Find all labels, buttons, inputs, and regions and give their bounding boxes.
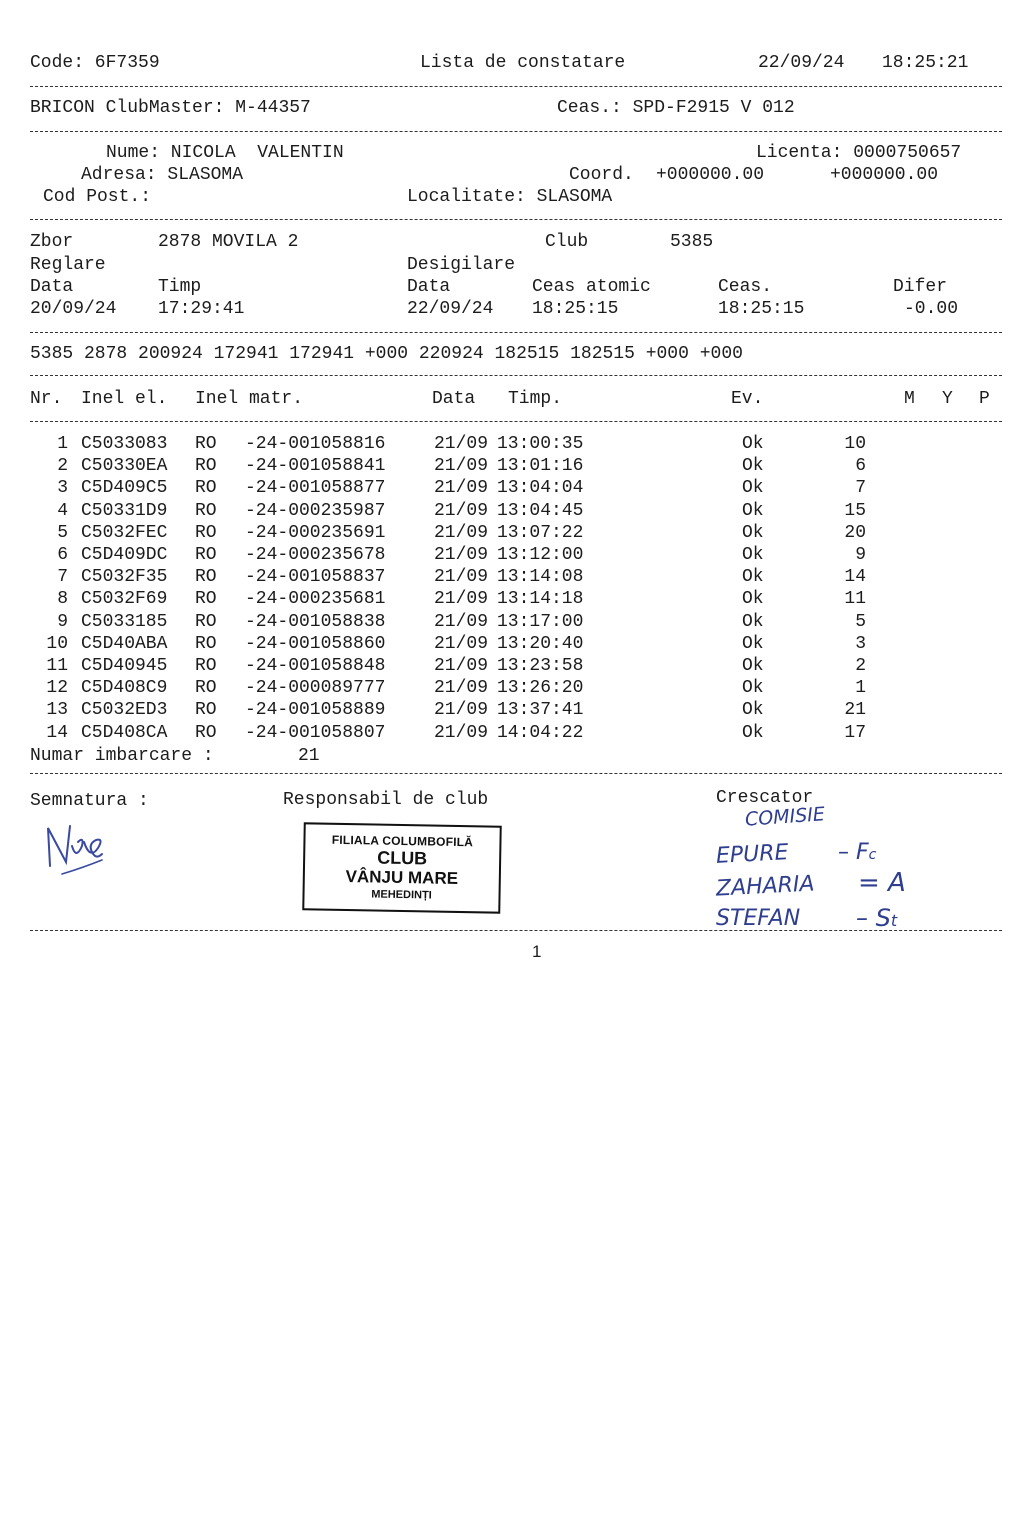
table-row	[0, 477, 1024, 499]
country-code: RO	[195, 611, 217, 632]
electronic-ring: C5D409DC	[81, 545, 168, 565]
stamp-line-2: CLUB	[377, 847, 428, 869]
order-value: 14	[844, 567, 866, 588]
arrival-time: 13:12:00	[497, 545, 584, 565]
electronic-ring: C5032F69	[81, 589, 168, 610]
coord-value-1: +000000.00	[656, 165, 765, 185]
electronic-ring: C5032ED3	[81, 700, 168, 721]
ring-number: -24-000235681	[245, 589, 386, 610]
flight-label: Zbor	[30, 232, 74, 252]
country-code: RO	[195, 500, 217, 521]
clock-header: Ceas.	[718, 277, 773, 297]
stamp-line-1: FILIALA COLUMBOFILĂ	[331, 832, 474, 850]
separator	[30, 930, 1002, 931]
electronic-ring: C5033185	[81, 611, 168, 632]
arrival-date: 21/09	[434, 500, 489, 521]
clubmaster-id: BRICON ClubMaster: M-44357	[30, 98, 311, 118]
electronic-ring: C5D409C5	[81, 478, 168, 499]
event-status: Ok	[742, 478, 764, 499]
table-row	[0, 455, 1024, 477]
event-status: Ok	[742, 500, 764, 521]
event-status: Ok	[742, 589, 764, 610]
table-row	[0, 566, 1024, 588]
row-number: 5	[57, 522, 68, 543]
separator	[30, 375, 1002, 376]
row-number: 4	[57, 500, 68, 521]
table-row	[0, 699, 1024, 721]
ring-number: -24-000235678	[245, 545, 386, 565]
boarding-count-label: Numar imbarcare :	[30, 746, 214, 766]
row-number: 10	[46, 633, 68, 654]
order-value: 2	[855, 656, 866, 676]
arrival-time: 13:01:16	[497, 456, 584, 477]
event-status: Ok	[742, 611, 764, 632]
reglare-date-header: Data	[30, 277, 74, 297]
country-code: RO	[195, 678, 217, 699]
country-code: RO	[195, 478, 217, 499]
arrival-time: 13:17:00	[497, 611, 584, 632]
ring-number: -24-001058848	[245, 656, 386, 676]
arrival-time: 13:07:22	[497, 522, 584, 543]
desigilare-label: Desigilare	[407, 255, 516, 275]
arrival-time: 13:04:04	[497, 478, 584, 499]
separator	[30, 421, 1002, 422]
table-row	[0, 522, 1024, 544]
col-header-data: Data	[432, 389, 476, 409]
order-value: 15	[844, 500, 866, 521]
separator	[30, 86, 1002, 87]
atomic-clock-value: 18:25:15	[532, 299, 619, 319]
arrival-time: 13:14:18	[497, 589, 584, 610]
col-header-y: Y	[942, 389, 953, 409]
electronic-ring: C5D40ABA	[81, 633, 168, 654]
doc-date: 22/09/24	[758, 53, 845, 73]
doc-time: 18:25:21	[882, 53, 969, 73]
separator	[30, 773, 1002, 774]
event-status: Ok	[742, 633, 764, 654]
row-number: 13	[46, 700, 68, 721]
col-header-p: P	[979, 389, 990, 409]
reglare-time: 17:29:41	[158, 299, 245, 319]
arrival-date: 21/09	[434, 611, 489, 632]
table-row	[0, 655, 1024, 677]
country-code: RO	[195, 589, 217, 610]
arrival-date: 21/09	[434, 678, 489, 699]
ring-number: -24-001058841	[245, 456, 386, 477]
row-number: 6	[57, 545, 68, 565]
reglare-label: Reglare	[30, 255, 106, 275]
event-status: Ok	[742, 722, 764, 743]
col-header-nr: Nr.	[30, 389, 63, 409]
breeder-label: Crescator	[716, 788, 814, 808]
club-responsible-label: Responsabil de club	[283, 790, 489, 810]
table-row	[0, 611, 1024, 633]
order-value: 17	[844, 722, 866, 743]
col-header-inel-el: Inel el.	[81, 389, 168, 409]
row-number: 3	[57, 478, 68, 499]
order-value: 11	[844, 589, 866, 610]
country-code: RO	[195, 656, 217, 676]
order-value: 5	[855, 611, 866, 632]
arrival-date: 21/09	[434, 434, 489, 454]
arrival-date: 21/09	[434, 656, 489, 676]
reglare-date: 20/09/24	[30, 299, 117, 319]
table-row	[0, 677, 1024, 699]
row-number: 2	[57, 456, 68, 477]
ring-number: -24-000089777	[245, 678, 386, 699]
coord-value-2: +000000.00	[830, 165, 939, 185]
electronic-ring: C5032F35	[81, 567, 168, 588]
electronic-ring: C5033083	[81, 434, 168, 454]
clock-value: 18:25:15	[718, 299, 805, 319]
row-number: 12	[46, 678, 68, 699]
col-header-ev: Ev.	[731, 389, 764, 409]
reglare-time-header: Timp	[158, 277, 202, 297]
stamp-line-4: MEHEDINȚI	[371, 888, 432, 902]
difference-header: Difer	[893, 277, 948, 297]
electronic-ring: C5D40945	[81, 656, 168, 676]
handwritten-name-1: EPURE	[715, 840, 790, 869]
order-value: 9	[855, 545, 866, 565]
country-code: RO	[195, 545, 217, 565]
row-number: 14	[46, 722, 68, 743]
row-number: 9	[57, 611, 68, 632]
order-value: 10	[844, 434, 866, 454]
col-header-timp: Timp.	[508, 389, 563, 409]
handwritten-dash-1: – Fc	[838, 840, 877, 865]
event-status: Ok	[742, 456, 764, 477]
order-value: 21	[844, 700, 866, 721]
event-status: Ok	[742, 434, 764, 454]
event-status: Ok	[742, 700, 764, 721]
electronic-ring: C50331D9	[81, 500, 168, 521]
country-code: RO	[195, 700, 217, 721]
owner-license: Licenta: 0000750657	[756, 143, 962, 163]
country-code: RO	[195, 434, 217, 454]
separator	[30, 332, 1002, 333]
event-status: Ok	[742, 567, 764, 588]
table-row	[0, 544, 1024, 566]
page-number: 1	[532, 942, 542, 961]
arrival-date: 21/09	[434, 478, 489, 499]
handwritten-dash-3: – St	[856, 904, 898, 932]
arrival-time: 13:23:58	[497, 656, 584, 676]
boarding-count-value: 21	[298, 746, 320, 766]
arrival-date: 21/09	[434, 589, 489, 610]
owner-address: Adresa: SLASOMA	[81, 165, 244, 185]
order-value: 1	[855, 678, 866, 699]
difference-value: -0.00	[904, 299, 959, 319]
country-code: RO	[195, 567, 217, 588]
desigilare-date-header: Data	[407, 277, 451, 297]
arrival-date: 21/09	[434, 633, 489, 654]
arrival-date: 21/09	[434, 456, 489, 477]
postal-code: Cod Post.:	[43, 187, 152, 207]
ring-number: -24-001058877	[245, 478, 386, 499]
atomic-clock-header: Ceas atomic	[532, 277, 651, 297]
club-label: Club	[545, 232, 589, 252]
handwritten-name-2: ZAHARIA	[715, 871, 816, 902]
table-row	[0, 722, 1024, 744]
stamp-line-3: VÂNJU MARE	[345, 867, 459, 888]
electronic-ring: C5D408CA	[81, 722, 168, 743]
row-number: 11	[46, 656, 68, 676]
arrival-time: 13:04:45	[497, 500, 584, 521]
handwritten-commission: COMISIE	[744, 803, 826, 831]
arrival-date: 21/09	[434, 700, 489, 721]
club-value: 5385	[670, 232, 714, 252]
event-status: Ok	[742, 545, 764, 565]
handwritten-dash-2: = A	[858, 868, 906, 898]
separator	[30, 131, 1002, 132]
country-code: RO	[195, 522, 217, 543]
arrival-time: 13:14:08	[497, 567, 584, 588]
col-header-m: M	[904, 389, 915, 409]
order-value: 7	[855, 478, 866, 499]
arrival-time: 14:04:22	[497, 722, 584, 743]
table-row	[0, 500, 1024, 522]
order-value: 6	[855, 456, 866, 477]
ring-number: -24-000235691	[245, 522, 386, 543]
flight-code-line: 5385 2878 200924 172941 172941 +000 220924 182515 182515 +000 +000	[30, 344, 743, 364]
locality: Localitate: SLASOMA	[407, 187, 613, 207]
club-stamp	[302, 822, 502, 913]
ring-number: -24-001058837	[245, 567, 386, 588]
col-header-inel-matr: Inel matr.	[195, 389, 304, 409]
arrival-time: 13:00:35	[497, 434, 584, 454]
row-number: 1	[57, 434, 68, 454]
event-status: Ok	[742, 678, 764, 699]
doc-code: Code: 6F7359	[30, 53, 160, 73]
country-code: RO	[195, 633, 217, 654]
electronic-ring: C50330EA	[81, 456, 168, 477]
arrival-time: 13:20:40	[497, 633, 584, 654]
handwritten-name-3: STEFAN	[716, 906, 801, 931]
ring-number: -24-001058838	[245, 611, 386, 632]
arrival-date: 21/09	[434, 522, 489, 543]
separator	[30, 219, 1002, 220]
order-value: 20	[844, 522, 866, 543]
row-number: 7	[57, 567, 68, 588]
order-value: 3	[855, 633, 866, 654]
event-status: Ok	[742, 522, 764, 543]
signature-label: Semnatura :	[30, 791, 149, 811]
electronic-ring: C5D408C9	[81, 678, 168, 699]
country-code: RO	[195, 722, 217, 743]
row-number: 8	[57, 589, 68, 610]
arrival-date: 21/09	[434, 567, 489, 588]
arrival-time: 13:37:41	[497, 700, 584, 721]
arrival-date: 21/09	[434, 545, 489, 565]
table-row	[0, 433, 1024, 455]
ring-number: -24-001058889	[245, 700, 386, 721]
ring-number: -24-001058807	[245, 722, 386, 743]
flight-value: 2878 MOVILA 2	[158, 232, 299, 252]
ring-number: -24-001058860	[245, 633, 386, 654]
arrival-date: 21/09	[434, 722, 489, 743]
desigilare-date: 22/09/24	[407, 299, 494, 319]
table-row	[0, 588, 1024, 610]
table-row	[0, 633, 1024, 655]
country-code: RO	[195, 456, 217, 477]
ring-number: -24-000235987	[245, 500, 386, 521]
event-status: Ok	[742, 656, 764, 676]
ring-number: -24-001058816	[245, 434, 386, 454]
owner-name: Nume: NICOLA VALENTIN	[106, 143, 344, 163]
electronic-ring: C5032FEC	[81, 522, 168, 543]
coord-label: Coord.	[569, 165, 634, 185]
handwritten-signature	[40, 816, 120, 880]
doc-title: Lista de constatare	[420, 53, 626, 73]
clock-id: Ceas.: SPD-F2915 V 012	[557, 98, 795, 118]
arrival-time: 13:26:20	[497, 678, 584, 699]
